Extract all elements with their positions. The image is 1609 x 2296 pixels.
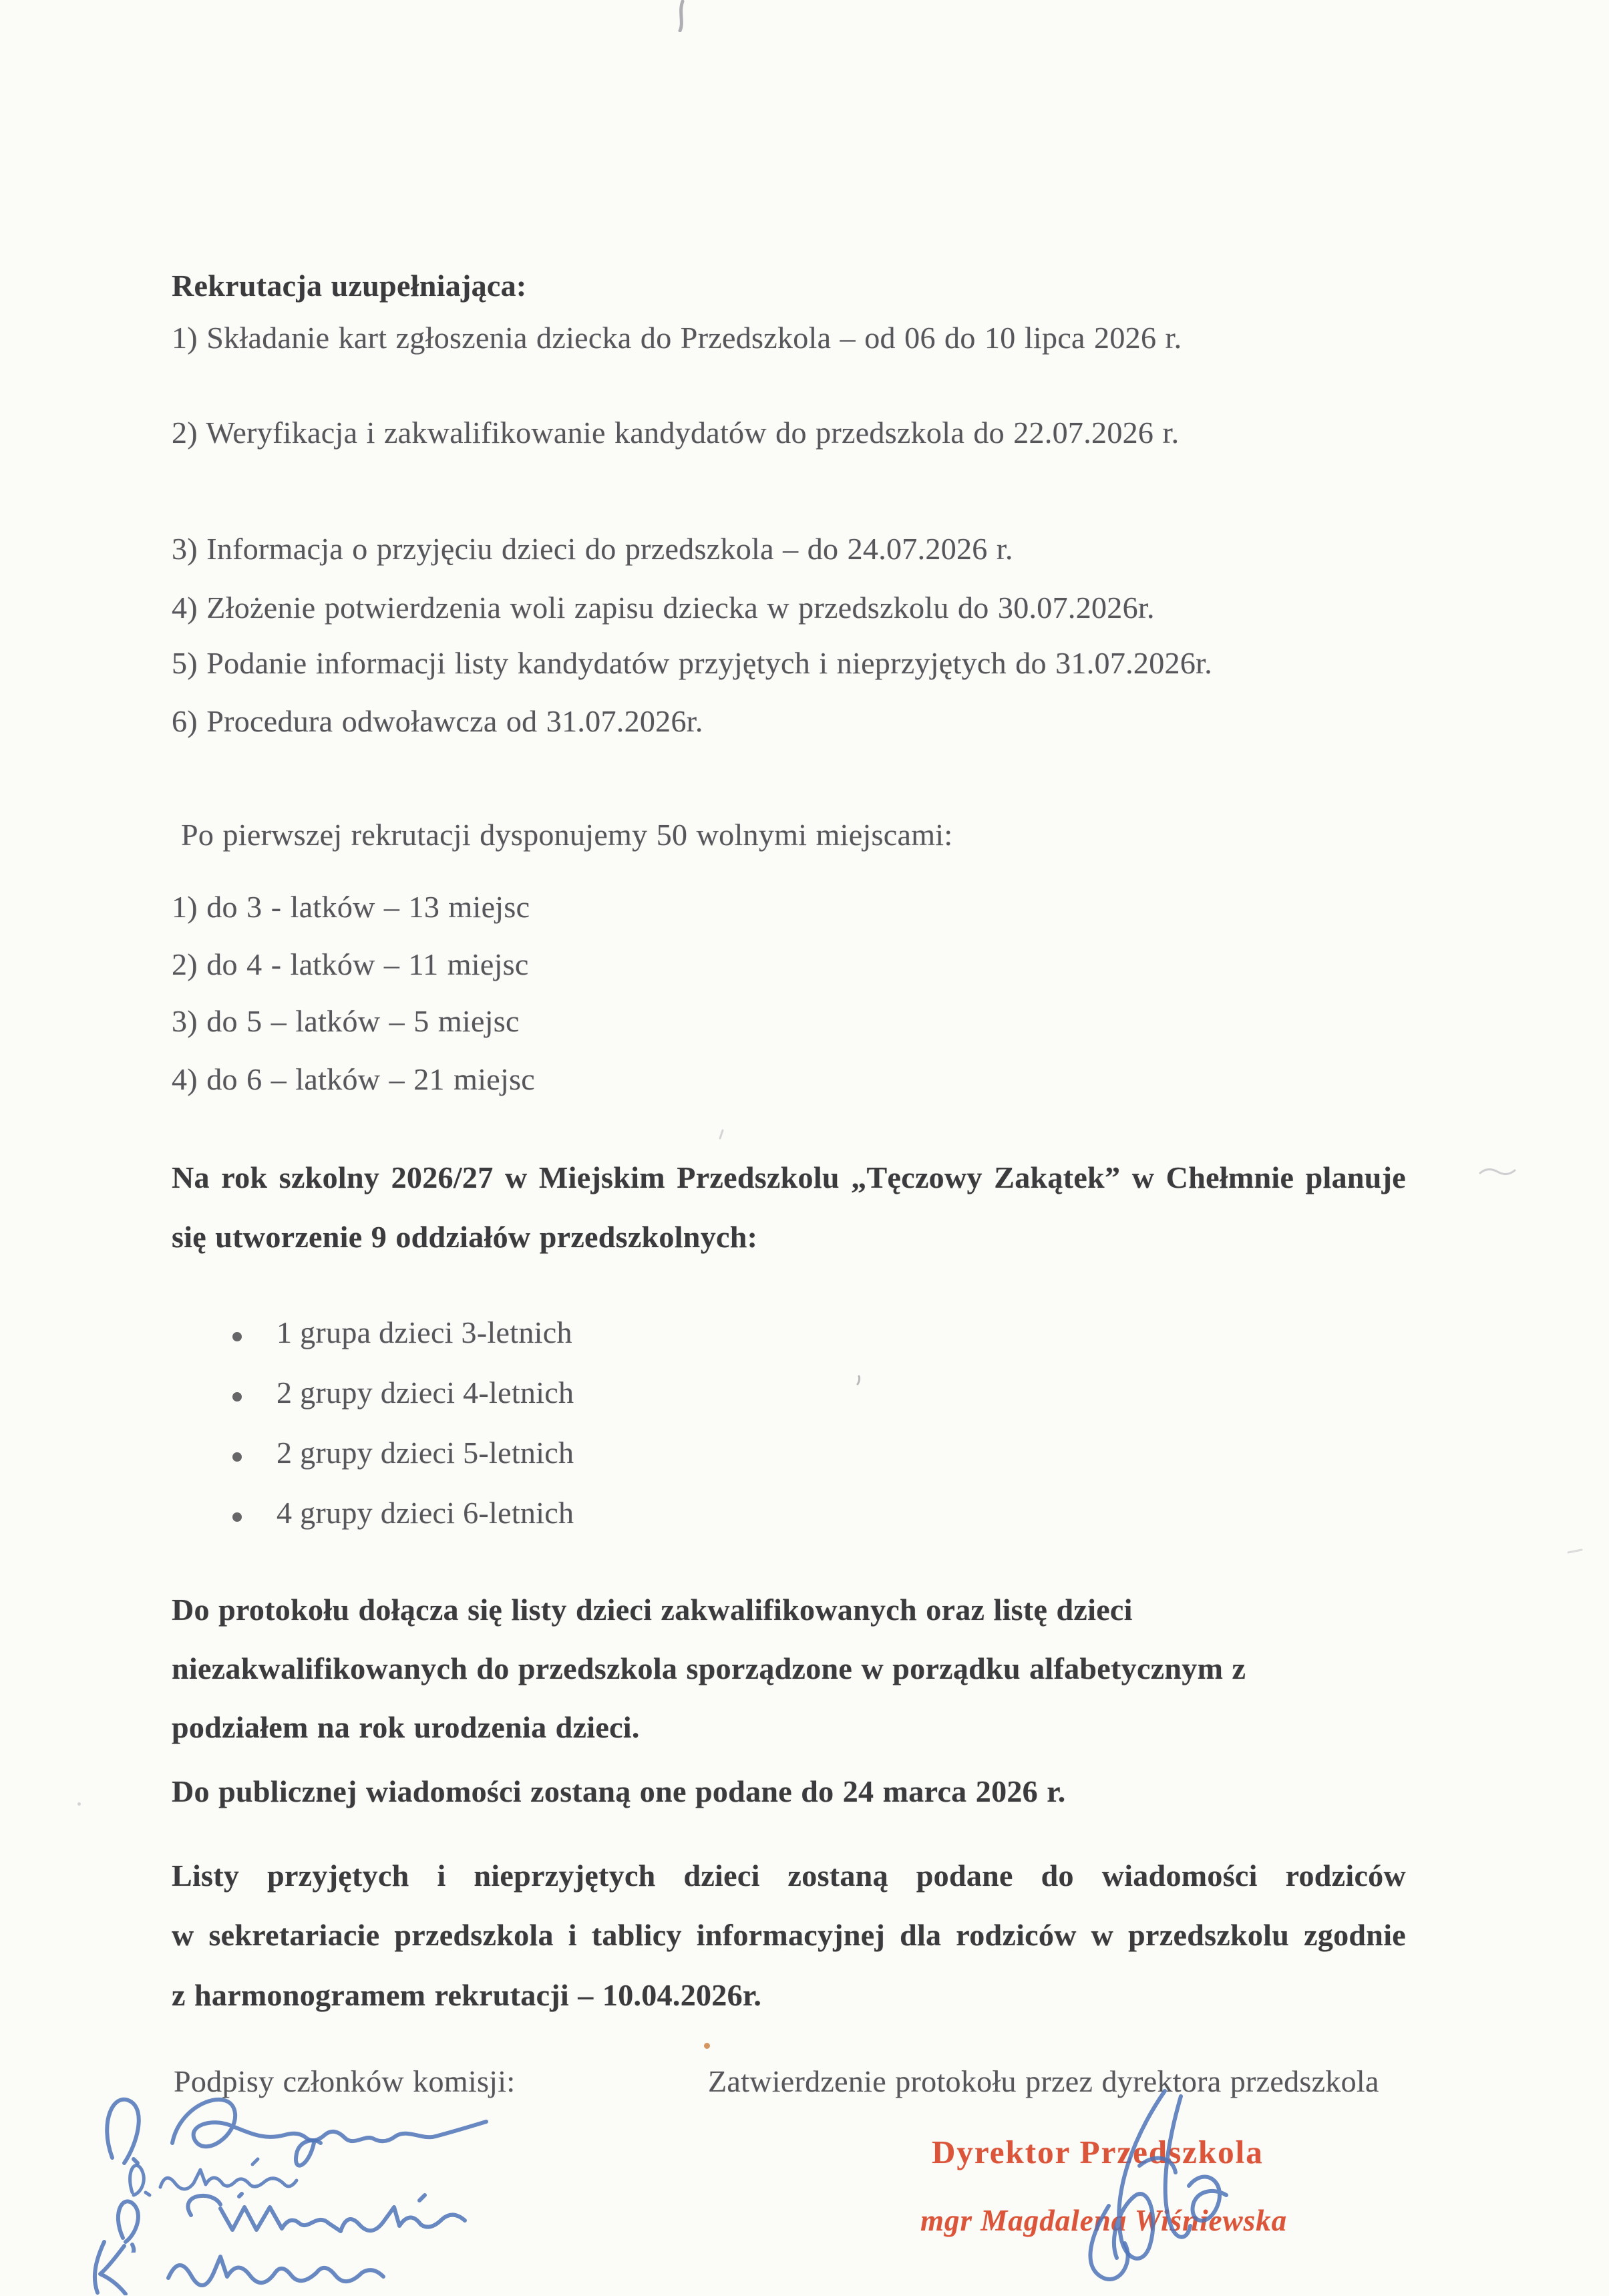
approval-title: Zatwierdzenie protokołu przez dyrektora przedszkola xyxy=(708,2064,1379,2098)
bullet-icon xyxy=(232,1512,242,1522)
bullet-icon xyxy=(232,1332,242,1341)
scan-artifact xyxy=(719,1129,725,1141)
protocol-paragraph-line-3: podziałem na rok urodzenia dzieci. xyxy=(172,1710,640,1744)
lists-paragraph-line-3: z harmonogramem rekrutacji – 10.04.2026r. xyxy=(172,1978,762,2012)
group-item-label: 2 grupy dzieci 5-letnich xyxy=(277,1436,574,1470)
lists-paragraph-line-2: w sekretariacie przedszkola i tablicy informacyjnej dla rodziców w przedszkolu zgodnie xyxy=(172,1918,1406,1952)
protocol-paragraph-line-2: niezakwalifikowanych do przedszkola sporządzone w porządku alfabetycznym z xyxy=(172,1651,1246,1685)
lists-paragraph-line-1: Listy przyjętych i nieprzyjętych dzieci zostaną podane do wiadomości rodziców xyxy=(172,1858,1406,1893)
director-stamp-role: Dyrektor Przedszkola xyxy=(932,2134,1264,2170)
vacancy-item-3: 3) do 5 – latków – 5 miejsc xyxy=(172,1004,520,1038)
section-heading-rekrutacja: Rekrutacja uzupełniająca: xyxy=(172,269,527,303)
vacancy-item-1: 1) do 3 - latków – 13 miejsc xyxy=(172,890,530,924)
schedule-item-4: 4) Złożenie potwierdzenia woli zapisu dziecka w przedszkolu do 30.07.2026r. xyxy=(172,591,1155,625)
plan-paragraph-line-1: Na rok szkolny 2026/27 w Miejskim Przedszkolu „Tęczowy Zakątek” w Chełmnie planuje xyxy=(172,1160,1406,1194)
plan-paragraph-line-2: się utworzenie 9 oddziałów przedszkolnych: xyxy=(172,1220,758,1254)
director-signature xyxy=(1009,2086,1302,2293)
scan-artifact xyxy=(856,1375,863,1387)
vacancies-intro: Po pierwszej rekrutacji dysponujemy 50 wolnymi miejscami: xyxy=(181,818,953,852)
scan-artifact xyxy=(1477,1164,1517,1180)
schedule-item-5: 5) Podanie informacji listy kandydatów przyjętych i nieprzyjętych do 31.07.2026r. xyxy=(172,646,1213,680)
group-item-label: 2 grupy dzieci 4-letnich xyxy=(277,1375,574,1410)
schedule-item-3: 3) Informacja o przyjęciu dzieci do przedszkola – do 24.07.2026 r. xyxy=(172,532,1013,566)
protocol-paragraph-line-1: Do protokołu dołącza się listy dzieci zakwalifikowanych oraz listę dzieci xyxy=(172,1593,1133,1627)
scan-artifact xyxy=(77,1802,81,1806)
director-stamp-name: mgr Magdalena Wiśniewska xyxy=(920,2204,1288,2237)
vacancy-item-4: 4) do 6 – latków – 21 miejsc xyxy=(172,1062,535,1096)
schedule-item-2: 2) Weryfikacja i zakwalifikowanie kandydatów do przedszkola do 22.07.2026 r. xyxy=(172,416,1180,450)
schedule-item-6: 6) Procedura odwoławcza od 31.07.2026r. xyxy=(172,704,703,738)
publication-note: Do publicznej wiadomości zostaną one podane do 24 marca 2026 r. xyxy=(172,1774,1066,1808)
member-signature-4 xyxy=(81,2239,456,2295)
group-item-label: 1 grupa dzieci 3-letnich xyxy=(277,1315,572,1349)
scan-artifact xyxy=(673,0,691,32)
bullet-icon xyxy=(232,1452,242,1462)
scan-artifact xyxy=(704,2043,710,2049)
committee-signatures-title: Podpisy członków komisji: xyxy=(174,2064,516,2098)
group-item-label: 4 grupy dzieci 6-letnich xyxy=(277,1496,574,1530)
vacancy-item-2: 2) do 4 - latków – 11 miejsc xyxy=(172,947,529,981)
schedule-item-1: 1) Składanie kart zgłoszenia dziecka do Przedszkola – od 06 do 10 lipca 2026 r. xyxy=(172,321,1182,355)
scan-artifact xyxy=(1567,1548,1584,1555)
bullet-icon xyxy=(232,1392,242,1402)
